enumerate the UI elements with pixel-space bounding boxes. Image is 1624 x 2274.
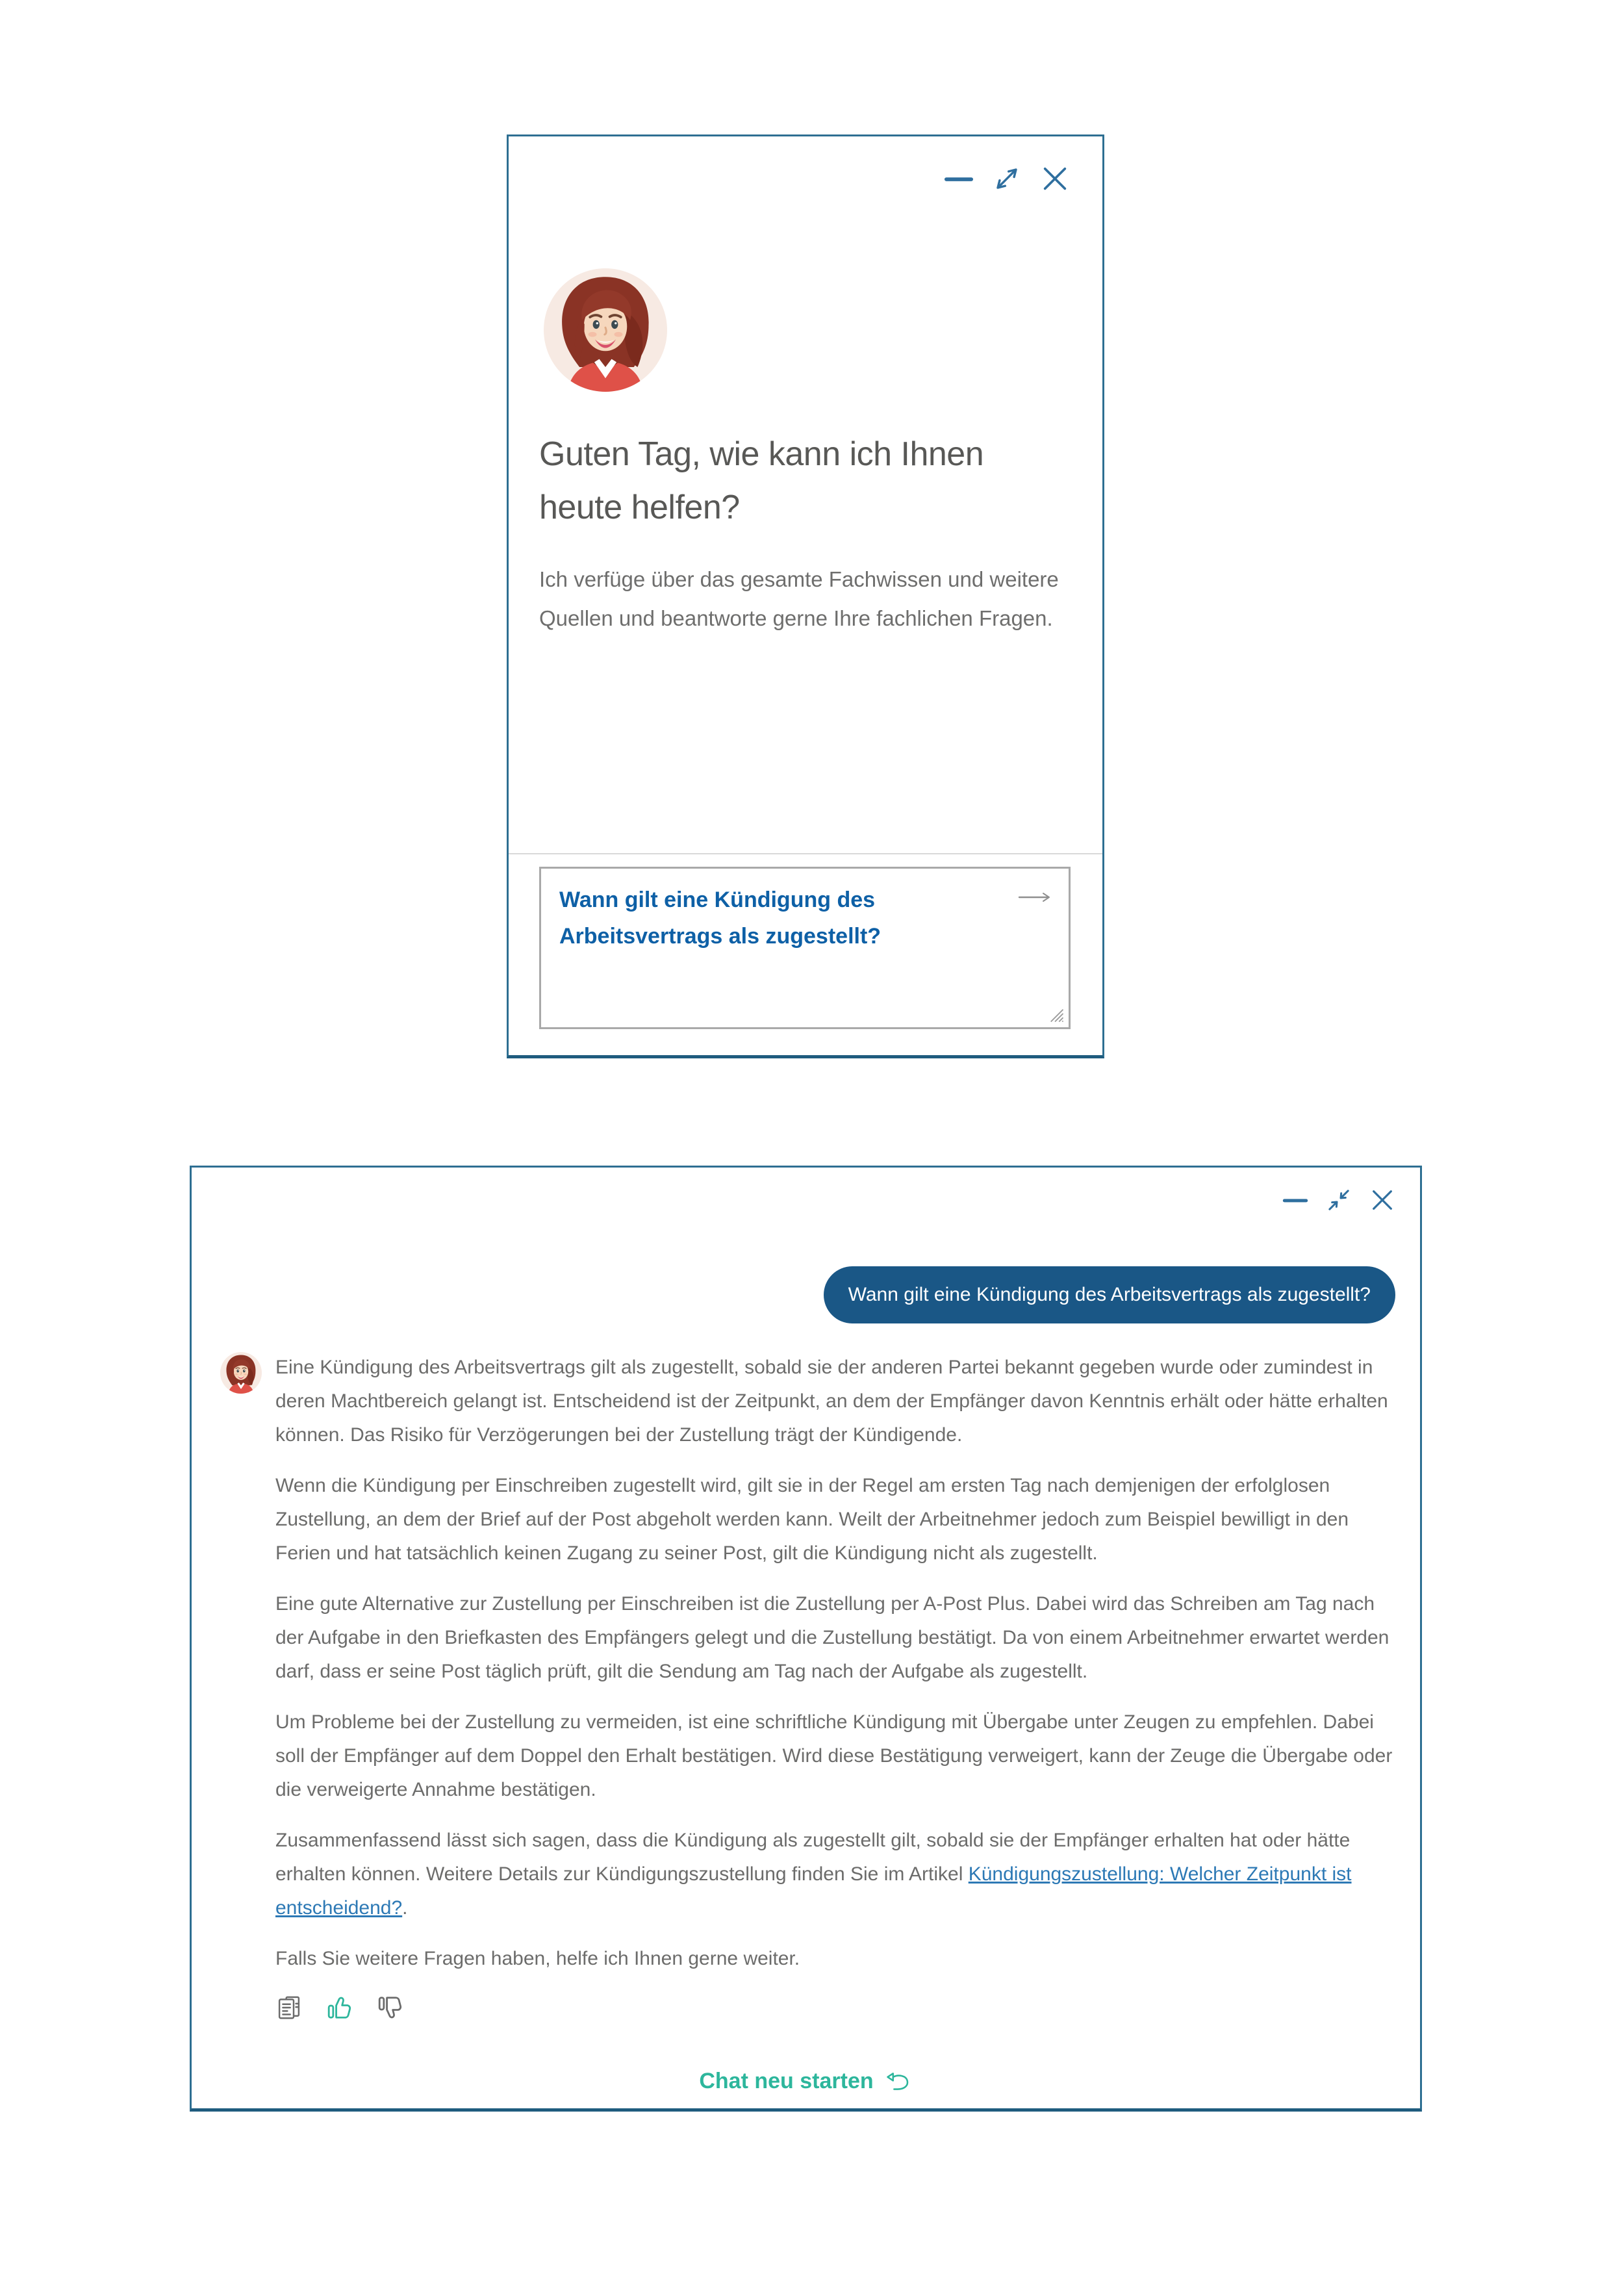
bot-paragraph: Eine Kündigung des Arbeitsvertrags gilt als zugestellt, sobald sie der anderen Partei bekannt gegeben wurde oder zumindest in deren Machtbereich gelangt ist. Entscheidend ist der Zeitpunkt, an dem der Empfänger davon Kenntnis erhält oder hätte erhalten können. Das Risiko für Verzögerungen bei der Zustellung trägt der Kündigende. <box>275 1357 1388 1446</box>
bot-closing-line: Falls Sie weitere Fragen haben, helfe ich Ihnen gerne weiter. <box>275 1948 800 1969</box>
greeting-intro: Ich verfüge über das gesamte Fachwissen und weitere Quellen und beantworte gerne Ihre fachlichen Fragen. <box>539 567 1059 630</box>
greeting-title: Guten Tag, wie kann ich Ihnen heute helfen? <box>539 435 984 526</box>
minimize-icon[interactable] <box>1282 1187 1308 1213</box>
restart-chat-button[interactable] <box>192 2069 1420 2094</box>
user-message-bubble: Wann gilt eine Kündigung des Arbeitsvertrags als zugestellt? <box>824 1266 1395 1323</box>
close-icon[interactable] <box>1369 1187 1395 1213</box>
article-link[interactable]: Kündigungszustellung: Welcher Zeitpunkt ist entscheidend? <box>275 1863 1352 1919</box>
minimize-icon[interactable] <box>944 164 974 194</box>
message-actions <box>275 1994 1406 2021</box>
message-input[interactable] <box>539 867 1071 1029</box>
window-controls <box>1282 1187 1395 1213</box>
summary-text: Zusammenfassend lässt sich sagen, dass die Kündigung als zugestellt gilt, sobald sie der Empfänger erhalten hat oder hätte erhalten können. Weitere Details zur Kündigungszustellung finden Sie im Artikel <box>275 1830 1351 1885</box>
input-divider <box>509 853 1102 854</box>
assistant-avatar <box>544 268 667 392</box>
close-icon[interactable] <box>1040 164 1070 194</box>
sources-document-icon[interactable] <box>275 1994 303 2021</box>
resize-grip-icon[interactable] <box>1045 1004 1065 1023</box>
bot-response <box>192 1351 1420 2021</box>
bot-paragraph: Wenn die Kündigung per Einschreiben zugestellt wird, gilt sie in der Regel am ersten Tag nach demjenigen der erfolglosen Zustellung, an dem der Brief auf der Post abgeholt werden kann. Weilt der Arbeitnehmer jedoch zum Beispiel bewilligt in den Ferien und hat tatsächlich keinen Zugang zu seiner Post, gilt die Kündigung nicht als zugestellt. <box>275 1475 1349 1564</box>
bot-paragraph-with-link <box>275 1824 1406 1925</box>
collapse-icon[interactable] <box>1326 1187 1352 1213</box>
expand-icon[interactable] <box>992 164 1022 194</box>
message-input-value[interactable]: Wann gilt eine Kündigung des Arbeitsvertrags als zugestellt? <box>559 888 882 949</box>
bot-paragraph: Um Probleme bei der Zustellung zu vermeiden, ist eine schriftliche Kündigung mit Übergabe unter Zeugen zu empfehlen. Dabei soll der Empfänger auf dem Doppel den Erhalt bestätigen. Wird diese Bestätigung verweigert, kann der Zeuge die Übergabe oder die verweigerte Annahme bestätigen. <box>275 1711 1393 1800</box>
thumbs-up-icon[interactable] <box>326 1994 353 2021</box>
thumbs-down-icon[interactable] <box>377 1994 404 2021</box>
chat-window-expanded <box>190 1166 1422 2112</box>
summary-text-end: . <box>402 1897 408 1919</box>
window-controls <box>944 164 1070 194</box>
bot-message-text <box>275 1351 1406 2021</box>
restart-chat-label: Chat neu starten <box>699 2069 874 2093</box>
send-arrow-icon[interactable] <box>1017 888 1053 906</box>
bot-paragraph: Eine gute Alternative zur Zustellung per Einschreiben ist die Zustellung per A-Post Plus. Dabei wird das Schreiben am Tag nach der Aufgabe in den Briefkasten des Empfängers gelegt und die Zustellung bestätigt. Da von einem Arbeitnehmer erwartet werden darf, dass er seine Post täglich prüft, gilt die Sendung am Tag nach der Aufgabe als zugestellt. <box>275 1593 1389 1682</box>
assistant-avatar-small <box>220 1352 262 1394</box>
chat-window-collapsed <box>507 134 1104 1058</box>
undo-arrow-icon <box>884 2070 913 2093</box>
